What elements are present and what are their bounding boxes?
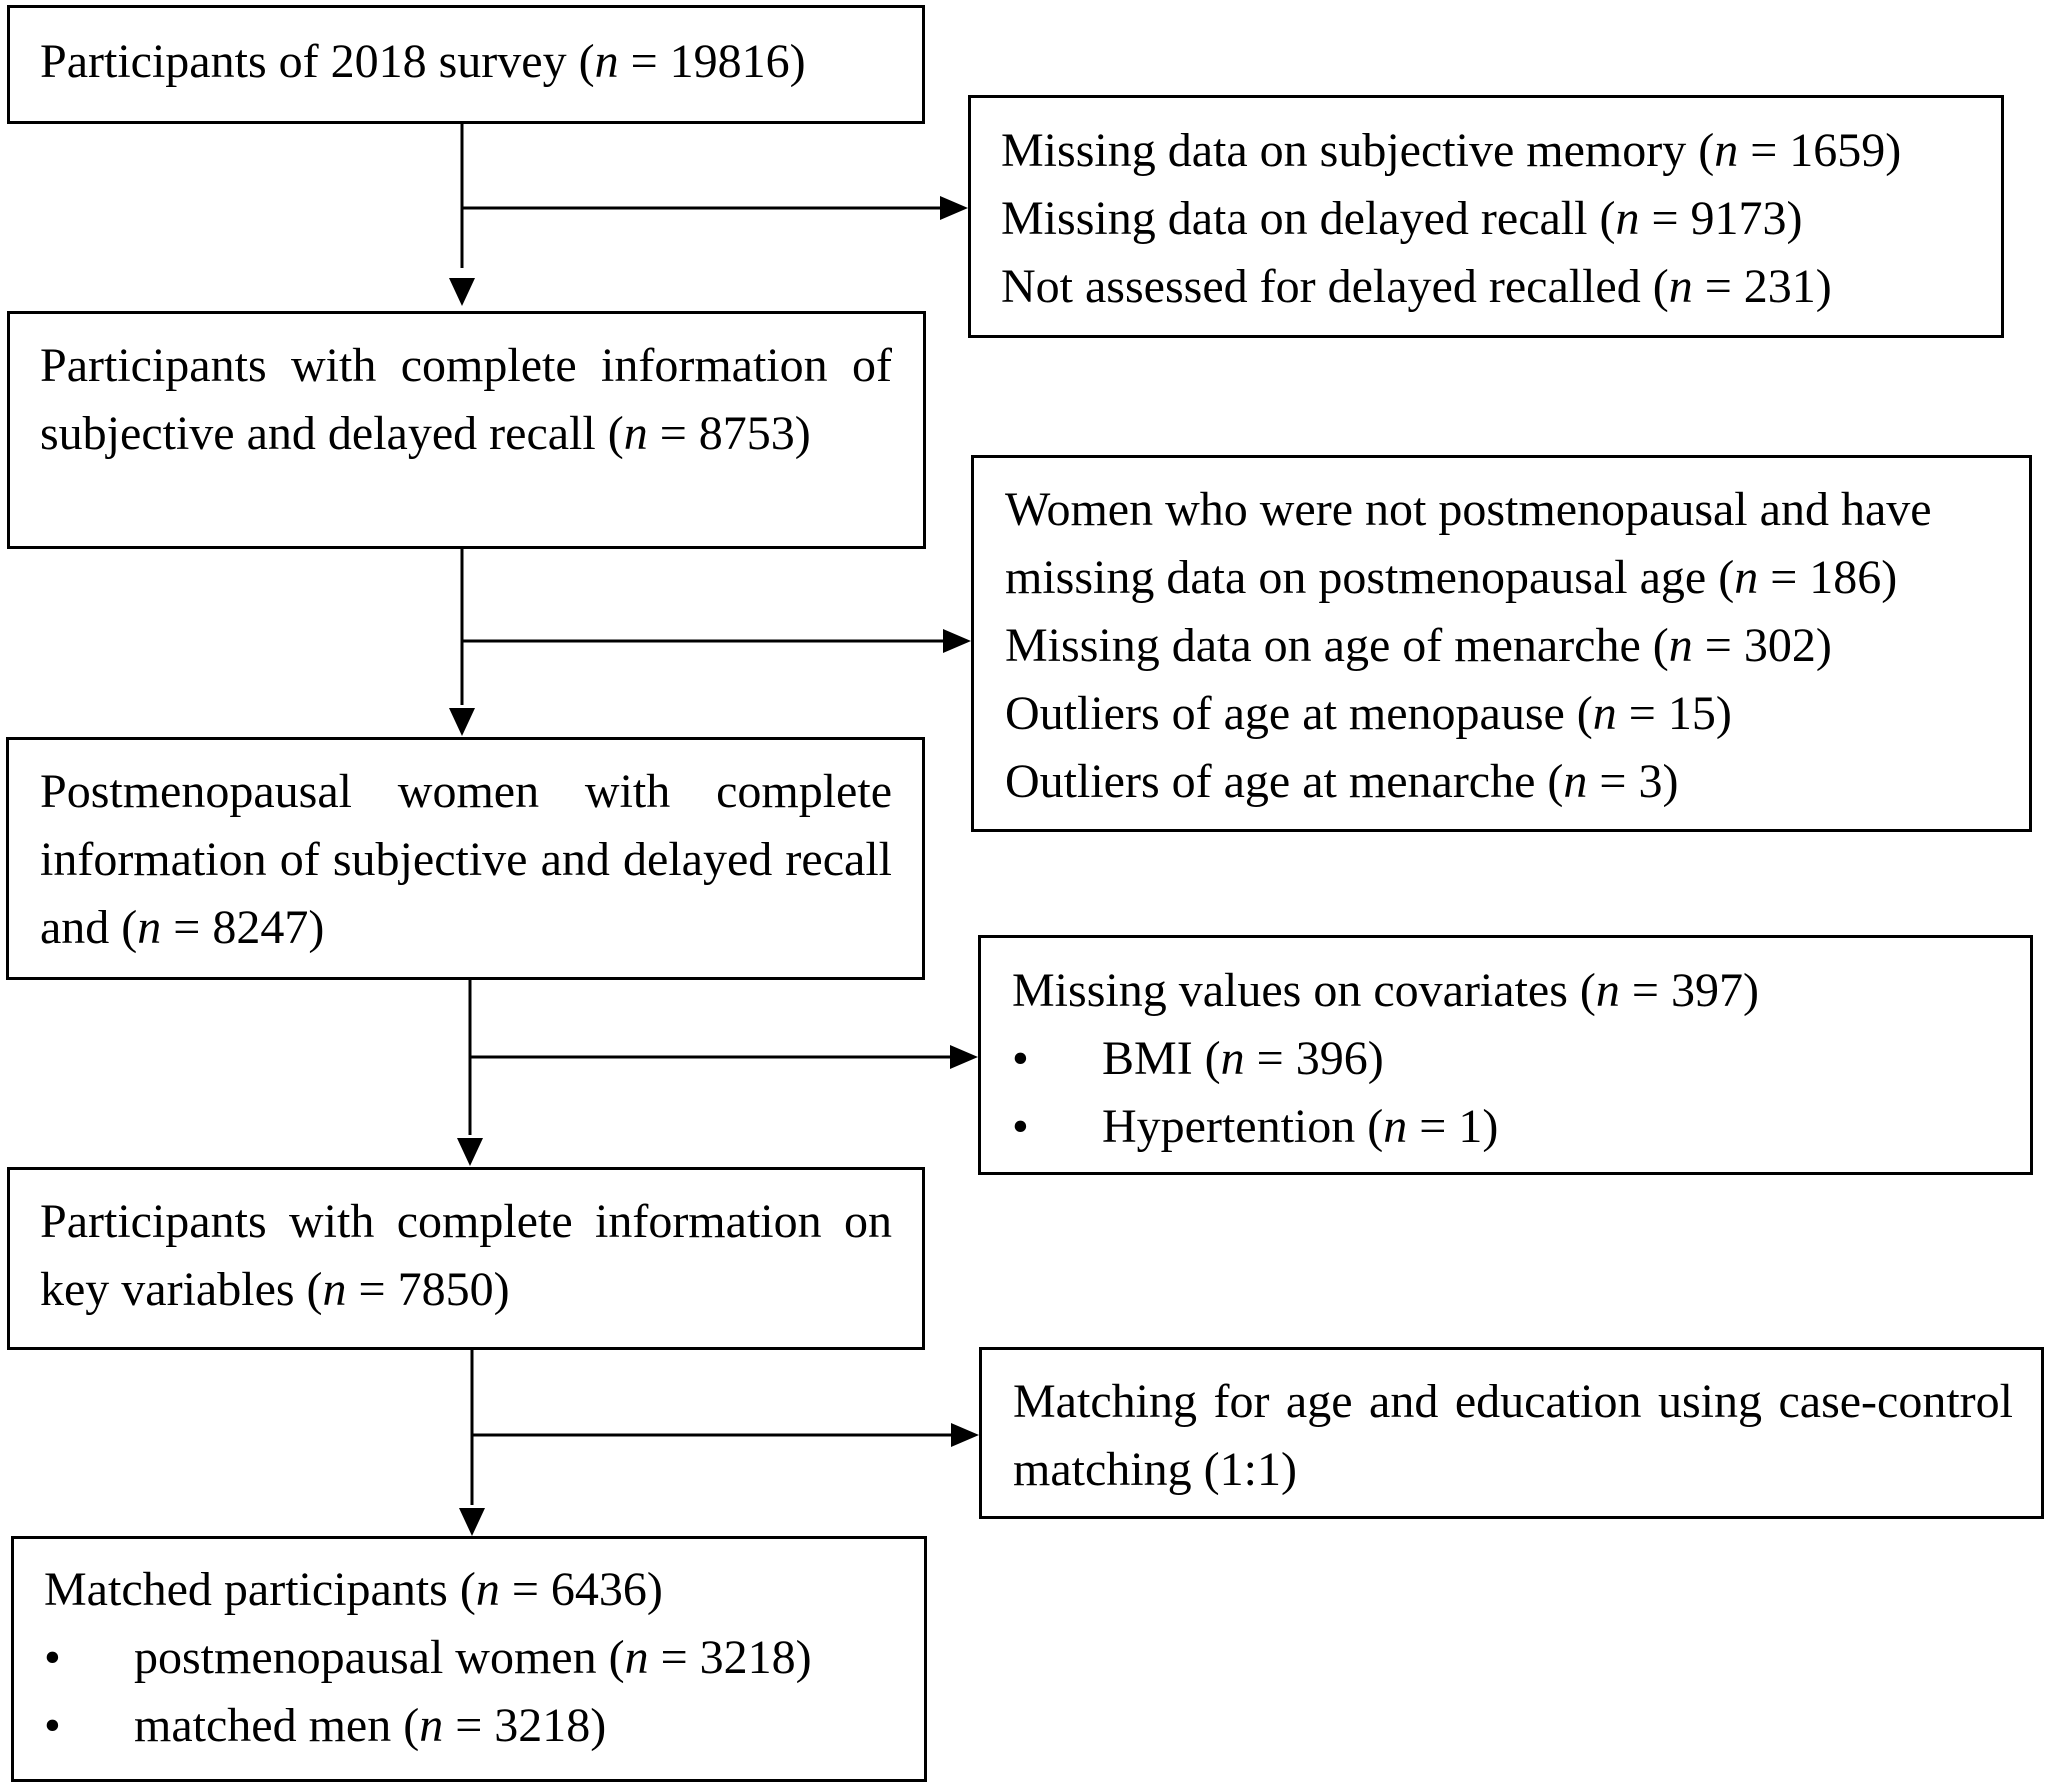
down-arrowhead-4 bbox=[459, 1508, 485, 1536]
covariates-title: Missing values on covariates (n = 397) bbox=[1012, 964, 1759, 1017]
side-arrowhead-2 bbox=[943, 629, 971, 653]
matched-title: Matched participants (n = 6436) bbox=[44, 1563, 663, 1616]
matched-bullet-men: • matched men (n = 3218) bbox=[44, 1699, 607, 1752]
side-arrowhead-3 bbox=[950, 1045, 978, 1069]
box-exclusion-1-text: Missing data on subjective memory (n = 1659) Missing data on delayed recall (n = 9173) Not assessed for delayed recalled (n = 231) bbox=[1001, 124, 1902, 313]
down-arrowhead-2 bbox=[449, 708, 475, 736]
box-key-variables-text: Participants with complete information on key variables (n = 7850) bbox=[40, 1195, 892, 1316]
box-exclusion-2-text: Women who were not postmenopausal and have missing data on postmenopausal age (n = 186) Missing data on age of menarche (n = 302) Outliers of age at menopause (n = 15) Outliers of age at menarche (n = 3) bbox=[1005, 483, 1932, 808]
box-matched-text bbox=[44, 1556, 904, 1760]
side-arrowhead-1 bbox=[940, 196, 968, 220]
covariates-bullet-bmi: • BMI (n = 396) bbox=[1012, 1032, 1384, 1085]
box-postmenopausal-text: Postmenopausal women with complete information of subjective and delayed recall and (n = 8247) bbox=[40, 765, 892, 954]
down-arrowhead-1 bbox=[449, 278, 475, 306]
box-exclusion-3-text bbox=[1012, 957, 2012, 1161]
covariates-bullet-hypertension: • Hypertention (n = 1) bbox=[1012, 1100, 1499, 1153]
side-arrowhead-4 bbox=[951, 1423, 979, 1447]
box-exclusion-4-text: Matching for age and education using case-control matching (1:1) bbox=[1013, 1375, 2013, 1496]
down-arrowhead-3 bbox=[457, 1138, 483, 1166]
box-complete-recall-text: Participants with complete information of subjective and delayed recall (n = 8753) bbox=[40, 339, 892, 460]
matched-bullet-women: • postmenopausal women (n = 3218) bbox=[44, 1631, 812, 1684]
box-participants-2018-text: Participants of 2018 survey (n = 19816) bbox=[40, 35, 806, 88]
